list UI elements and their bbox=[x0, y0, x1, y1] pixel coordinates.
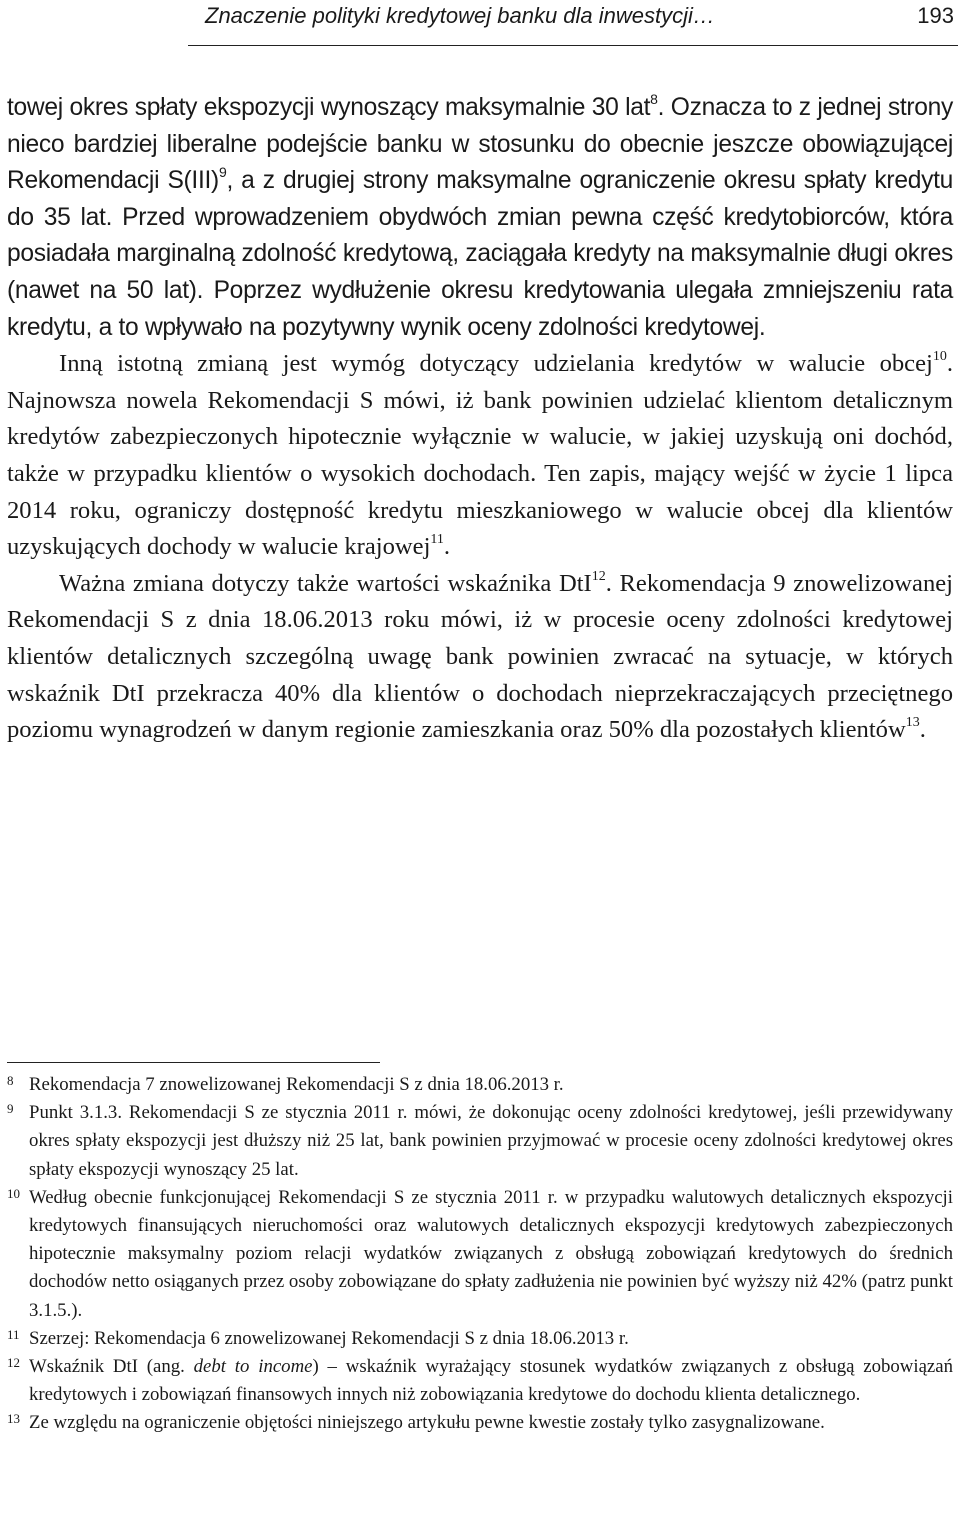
paragraph-1-text-c: , a z drugiej strony maksymalne ograniczenie okresu spłaty kredytu do 35 lat. Przed wprowadzeniem obydwóch zmian pewna część kredytobiorców, która posiadała marginalną zdolność kredytową, zaciągała kredyty na maksymalnie długi okres (nawet na 50 lat). Poprzez wydłużenie okresu kredytowania ulegała zmniejszeniu rata kredytu, a to wpływało na pozytywny wynik oceny zdolności kredytowej. bbox=[7, 167, 953, 341]
footnote-text-a: Wskaźnik DtI (ang. bbox=[29, 1356, 194, 1378]
footnote-number: 11 bbox=[7, 1326, 20, 1342]
paragraph-3-text-a: Ważna zmiana dotyczy także wartości wskaźnika DtI bbox=[59, 569, 592, 597]
footnote-text: Szerzej: Rekomendacja 6 znowelizowanej Rekomendacji S z dnia 18.06.2013 r. bbox=[29, 1327, 629, 1349]
footnote-number: 10 bbox=[7, 1185, 20, 1201]
footnote-text-b: ) – wskaźnik wyrażający stosunek wydatków związanych z obsługą zobowiązań kredytowych i zobowiązań finansowych innych niż zobowiązania kredytowe do dochodu klienta detalicznego. bbox=[29, 1356, 953, 1406]
header-rule bbox=[188, 45, 958, 46]
footnote-separator bbox=[7, 1062, 380, 1063]
footnote-text: Rekomendacja 7 znowelizowanej Rekomendacji S z dnia 18.06.2013 r. bbox=[29, 1074, 564, 1095]
paragraph-3-text-b: . Rekomendacja 9 znowelizowanej Rekomendacji S z dnia 18.06.2013 roku mówi, iż w procesie oceny zdolności kredytowej klientów detalicznych szczególną uwagę bank powinien zwracać na sytuacje, w których wskaźnik DtI przekracza 40% dla klientów o dochodach nieprzekraczających przeciętnego poziomu wynagrodzeń w danym regionie zamieszkania oraz 50% dla pozostałych klientów bbox=[7, 569, 953, 744]
running-header bbox=[0, 0, 960, 48]
footnote-12 bbox=[7, 1353, 953, 1409]
footnote-8 bbox=[7, 1071, 953, 1099]
footnote-text bbox=[29, 1353, 953, 1409]
paragraph-2-text-c: . bbox=[443, 533, 451, 561]
paragraph-2-text-b: . Najnowsza nowela Rekomendacji S mówi, iż bank powinien udzielać klientom detalicznym kredytów zabezpieczonych hipotecznie wyłącznie w walucie, w jakiej uzyskują oni dochód, także w przypadku klientów o wysokich dochodach. Ten zapis, mający wejść w życie 1 lipca 2014 roku, ograniczy dostępność kredytu mieszkaniowego w walucie obcej dla klientów uzyskujących dochody w walucie krajowej bbox=[7, 350, 953, 561]
footnote-number: 13 bbox=[7, 1411, 20, 1427]
footnote-ref-8: 8 bbox=[650, 90, 658, 107]
page-number: 193 bbox=[917, 3, 954, 28]
footnote-ref-12: 12 bbox=[591, 568, 606, 584]
footnote-ref-10: 10 bbox=[932, 348, 947, 364]
footnote-number: 12 bbox=[7, 1355, 20, 1371]
paragraph-2-text-a: Inną istotną zmianą jest wymóg dotyczący udzielania kredytów w walucie obcej bbox=[59, 350, 933, 378]
footnote-ref-11: 11 bbox=[430, 531, 444, 547]
footnote-italic-term: debt to income bbox=[193, 1356, 313, 1378]
paragraph-3-text-c: . bbox=[919, 716, 926, 744]
footnotes bbox=[7, 1071, 953, 1438]
footnote-13 bbox=[7, 1409, 953, 1437]
footnote-number: 8 bbox=[7, 1073, 14, 1088]
footnote-text: Według obecnie funkcjonującej Rekomendacji S ze stycznia 2011 r. w przypadku walutowych detalicznych ekspozycji kredytowych finansujących nieruchomości oraz walutowych detalicznych ekspozycji kredytowych zabezpieczonych hipotecznie maksymalny poziom relacji wydatków związanych z obsługą zobowiązań kredytowych do średnich dochodów netto osiąganych przez osoby zobowiązane do spłaty zadłużenia nie powinien być wyższy niż 42% (patrz punkt 3.1.5.). bbox=[29, 1186, 953, 1321]
footnote-9 bbox=[7, 1099, 953, 1184]
footnote-ref-13: 13 bbox=[905, 714, 920, 730]
running-title: Znaczenie polityki kredytowej banku dla inwestycji… bbox=[205, 3, 715, 28]
footnote-ref-9: 9 bbox=[218, 164, 227, 180]
main-text bbox=[7, 90, 953, 749]
footnote-11 bbox=[7, 1325, 953, 1353]
paragraph-1-text-a: towej okres spłaty ekspozycji wynoszący maksymalnie 30 lat bbox=[7, 94, 651, 121]
paragraph-1 bbox=[7, 90, 953, 346]
paragraph-2 bbox=[7, 346, 953, 566]
paragraph-1-text-b: . Oznacza to z jednej strony nieco bardziej liberalne podejście banku w stosunku do obecnie jeszcze obowiązującej Rekomendacji S(III) bbox=[7, 94, 953, 195]
footnote-10 bbox=[7, 1184, 953, 1325]
footnote-text: Punkt 3.1.3. Rekomendacji S ze stycznia 2011 r. mówi, że dokonując oceny zdolności kredytowej, jeśli przewidywany okres spłaty ekspozycji jest dłuższy niż 25 lat, bank powinien przyjmować w procesie oceny zdolności kredytowej okres spłaty ekspozycji wynoszący 25 lat. bbox=[29, 1102, 953, 1180]
paragraph-3 bbox=[7, 566, 953, 749]
footnote-text: Ze względu na ograniczenie objętości niniejszego artykułu pewne kwestie zostały tylko zasygnalizowane. bbox=[29, 1412, 825, 1434]
footnote-number: 9 bbox=[7, 1101, 14, 1117]
